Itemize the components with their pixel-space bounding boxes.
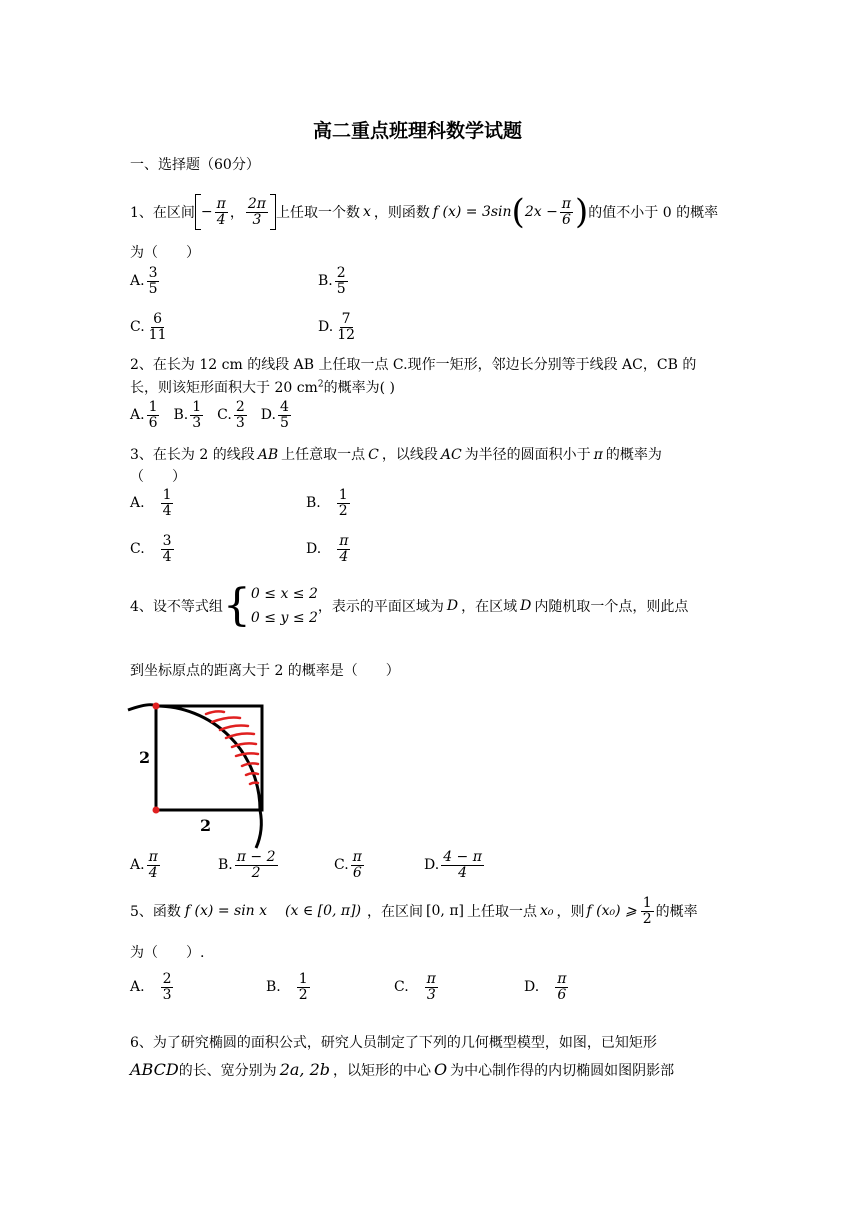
arc-left-extension	[128, 705, 156, 710]
q5-x0: x₀	[539, 903, 554, 920]
q5-condition: f (x₀) ⩾	[586, 903, 637, 920]
q5-function: f (x) = sin x	[184, 903, 268, 920]
q1-text-post: 的值不小于 0 的概率	[588, 205, 719, 221]
question-4-line-2: 到坐标原点的距离大于 2 的概率是（ ）	[130, 663, 400, 679]
section-heading: 一、选择题（60分）	[130, 157, 260, 173]
q5-option-d[interactable]: D. $\frac{\pi}{6}$	[524, 971, 567, 1003]
q2-options	[130, 400, 293, 430]
question-4-line-1: 4、设不等式组 { 0 ≤ x ≤ 2 0 ≤ y ≤ 2 ，表示的平面区域为 D ，在区域 D 内随机取一个点，则此点	[130, 580, 689, 631]
q1-inner-frac: $\frac{\pi}{6}$	[561, 195, 571, 228]
q1-option-b[interactable]: B. $\frac{2}{5}$	[318, 265, 346, 297]
q5-option-c[interactable]: C. $\frac{\pi}{3}$	[394, 971, 436, 1003]
q2-option-d[interactable]: D. $\frac{4}{5}$	[260, 399, 289, 431]
q2-option-b[interactable]: B. $\frac{1}{3}$	[173, 399, 202, 431]
q1-text-mid2: ，则函数	[373, 205, 430, 221]
question-3-line-1: 3、在长为 2 的线段 AB 上任意取一点 C ，以线段 AC 为半径的圆面积小于 π 的概率为	[130, 447, 662, 463]
q2-option-c[interactable]: C. $\frac{2}{3}$	[217, 399, 245, 431]
arc-bottom-extension	[256, 810, 261, 848]
q1-inner: 2x −	[524, 204, 558, 220]
question-1-line-2: 为（ ）	[130, 245, 200, 261]
q1-text-mid: 上任取一个数	[275, 205, 360, 221]
q3-option-b[interactable]: B. $\frac{1}{2}$	[306, 487, 348, 519]
q4-option-b[interactable]: B. $\frac{\pi - 2}{2}$	[218, 849, 276, 881]
q5-domain: (x ∈ [0, π])	[285, 903, 362, 920]
q2-option-a[interactable]: A. $\frac{1}{6}$	[130, 399, 158, 431]
q4-figure-bottom-label: 2	[200, 816, 212, 835]
q5-interval: [0, π]	[426, 903, 464, 920]
q1-option-d[interactable]: D. $\frac{7}{12}$	[318, 311, 356, 343]
q1-comma: ，	[229, 205, 244, 221]
q5-option-b[interactable]: B. $\frac{1}{2}$	[266, 971, 308, 1003]
question-6-line-2: ABCD的长、宽分别为 2a, 2b ，以矩形的中心 O 为中心制作得的内切椭圆如图阴影部	[130, 1060, 675, 1079]
q4-brace: {	[222, 580, 251, 631]
q1-text: 1、在区间	[130, 205, 195, 221]
shaded-region-hatch	[206, 711, 258, 784]
q1-option-c[interactable]: C. $\frac{6}{11}$	[130, 311, 167, 343]
q1-interval-hi: $\frac{2\pi}{3}$	[247, 195, 266, 228]
q4-option-d[interactable]: D. $\frac{4 - \pi}{4}$	[424, 849, 482, 881]
page-title: 高二重点班理科数学试题	[313, 120, 523, 142]
question-5-line-2: 为（ ）.	[130, 945, 205, 961]
q4-system: 0 ≤ x ≤ 2 0 ≤ y ≤ 2	[250, 586, 318, 626]
q1-interval-lo: $\frac{\pi}{4}$	[216, 195, 226, 228]
question-3-line-2: （ ）	[130, 469, 186, 485]
quarter-circle-arc	[156, 706, 260, 810]
point-top	[153, 703, 160, 710]
q3-option-a[interactable]: A. $\frac{1}{4}$	[130, 487, 172, 519]
question-2-line-1: 2、在长为 12 cm 的线段 AB 上任取一点 C.现作一矩形，邻边长分别等于线段 AC，CB 的	[130, 357, 697, 373]
q4-option-c[interactable]: C. $\frac{\pi}{6}$	[334, 849, 362, 881]
q1-function: f (x) = 3sin	[432, 204, 512, 220]
point-origin	[153, 807, 160, 814]
question-1-line-1	[130, 194, 718, 230]
q3-option-c[interactable]: C. $\frac{3}{4}$	[130, 533, 172, 565]
q1-close-paren: )	[575, 192, 589, 232]
q1-var: x	[362, 204, 371, 220]
question-6-line-1: 6、为了研究椭圆的面积公式，研究人员制定了下列的几何概型模型，如图，已知矩形	[130, 1035, 657, 1051]
q3-option-d[interactable]: D. $\frac{\pi}{4}$	[306, 533, 349, 565]
q1-option-a[interactable]: A. $\frac{3}{5}$	[130, 265, 158, 297]
q4-figure-left-label: 2	[139, 748, 151, 767]
question-2-line-2: 长，则该矩形面积大于 20 $cm^2$的概率为( )	[130, 379, 395, 396]
question-5-line-1: 5、函数 f (x) = sin x (x ∈ [0, π]) ，在区间 [0, π] 上任取一点 x₀ ，则 f (x₀) ⩾ $\frac{1}{2}$ 的概率	[130, 895, 698, 927]
q5-option-a[interactable]: A. $\frac{2}{3}$	[130, 971, 172, 1003]
q4-option-a[interactable]: A. $\frac{\pi}{4}$	[130, 849, 158, 881]
q1-minus: −	[200, 204, 213, 220]
q5-half: $\frac{1}{2}$	[642, 895, 652, 927]
q1-open-paren: (	[511, 192, 525, 232]
